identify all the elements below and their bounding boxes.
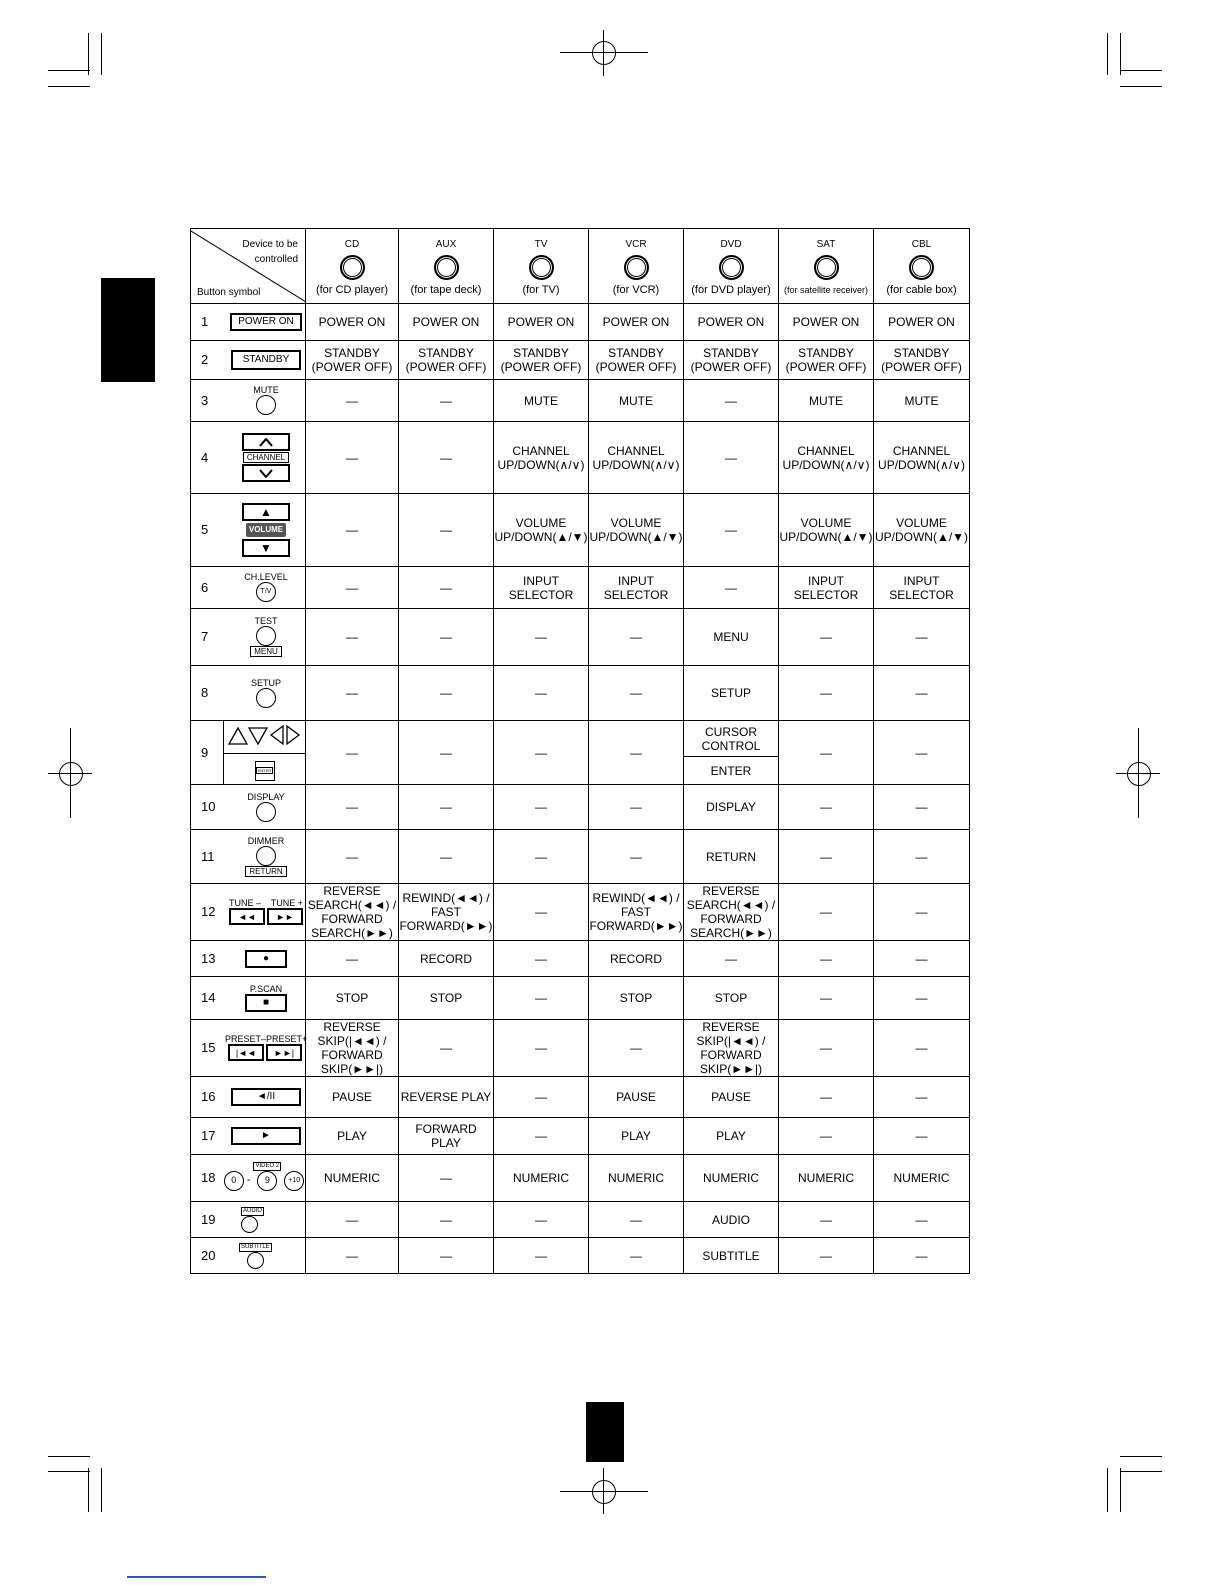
tune-minus-label: TUNE –	[229, 898, 262, 908]
table-row	[191, 304, 970, 341]
numeric-nine-icon: 9	[257, 1171, 277, 1191]
function-cell: —	[874, 785, 970, 830]
function-cell: —	[874, 884, 970, 941]
function-cell: —	[306, 422, 399, 494]
function-cell: AUDIO	[684, 1202, 779, 1238]
table-row	[191, 1077, 970, 1118]
function-cell: —	[779, 1238, 874, 1274]
function-cell: CHANNEL UP/DOWN(∧/∨)	[494, 422, 589, 494]
function-cell: —	[399, 1155, 494, 1202]
crop-mark	[48, 70, 90, 71]
function-cell: MUTE	[494, 380, 589, 422]
device-sub: (for cable box)	[886, 283, 957, 296]
function-cell: MUTE	[589, 380, 684, 422]
range-dash: -	[246, 1173, 251, 1186]
function-cell: —	[399, 609, 494, 666]
function-cell: —	[779, 941, 874, 977]
device-sub: (for VCR)	[612, 283, 660, 296]
device-sub: (for satellite receiver)	[783, 284, 869, 295]
device-header-cbl	[874, 229, 970, 304]
device-sub: (for DVD player)	[691, 283, 771, 296]
crop-mark	[1107, 1468, 1108, 1512]
function-cell: RECORD	[399, 941, 494, 977]
function-cell: POWER ON	[684, 304, 779, 341]
crop-mark	[70, 728, 71, 818]
record-icon: ●	[245, 950, 287, 968]
vcr-button-icon[interactable]	[624, 255, 649, 280]
function-cell: —	[874, 1077, 970, 1118]
function-cell: —	[399, 1238, 494, 1274]
function-cell: REVERSE PLAY	[399, 1077, 494, 1118]
function-cell: STANDBY (POWER OFF)	[874, 341, 970, 380]
subtitle-button-icon	[247, 1252, 264, 1269]
function-cell: —	[494, 1238, 589, 1274]
table-row	[191, 941, 970, 977]
crop-mark	[1107, 33, 1108, 75]
device-sub: (for tape deck)	[410, 283, 482, 296]
table-row	[191, 422, 970, 494]
header-row	[191, 229, 970, 304]
function-cell: —	[494, 830, 589, 884]
crop-mark	[1120, 1468, 1121, 1512]
volume-label: VOLUME	[246, 523, 286, 537]
row-number: 13	[201, 950, 216, 966]
function-cell: —	[306, 941, 399, 977]
function-cell: PLAY	[589, 1118, 684, 1155]
remote-control-table	[190, 228, 970, 1274]
function-cell: —	[589, 785, 684, 830]
enter-button-icon	[255, 761, 275, 781]
row-number: 4	[201, 449, 209, 465]
footer-link-underline	[127, 1576, 266, 1578]
function-cell: NUMERIC	[494, 1155, 589, 1202]
function-cell: —	[306, 567, 399, 609]
device-sub: (for TV)	[522, 283, 560, 296]
device-label: Device to be controlled	[242, 239, 298, 265]
function-cell: REVERSE SEARCH(◄◄) / FORWARD SEARCH(►►)	[684, 884, 779, 941]
function-cell: —	[494, 884, 589, 941]
row-number: 2	[201, 352, 209, 367]
cursor-control-text: CURSOR CONTROL	[684, 721, 778, 757]
function-cell: —	[494, 609, 589, 666]
tv-button-icon[interactable]	[529, 255, 554, 280]
device-header-vcr	[589, 229, 684, 304]
function-cell: —	[874, 830, 970, 884]
function-cell: —	[399, 422, 494, 494]
function-cell: MENU	[684, 609, 779, 666]
sat-button-icon[interactable]	[814, 255, 839, 280]
tune-plus-label: TUNE +	[270, 898, 303, 908]
table-row	[191, 1118, 970, 1155]
row-number: 7	[201, 629, 209, 644]
function-cell: —	[589, 1238, 684, 1274]
function-cell: —	[589, 666, 684, 721]
row-number: 1	[201, 314, 209, 329]
function-cell: VOLUME UP/DOWN(▲/▼)	[874, 494, 970, 567]
test-label: TEST	[254, 616, 278, 626]
audio-label: AUDIO	[243, 1207, 263, 1214]
function-cell: RETURN	[684, 830, 779, 884]
function-cell: —	[874, 1118, 970, 1155]
function-cell: —	[589, 1202, 684, 1238]
function-cell: —	[494, 721, 589, 785]
crop-mark	[1120, 33, 1121, 75]
crop-mark	[1120, 86, 1162, 87]
numeric-zero-icon: 0	[224, 1171, 244, 1191]
table-row	[191, 609, 970, 666]
function-cell: NUMERIC	[874, 1155, 970, 1202]
fast-forward-icon: ►►	[267, 908, 303, 925]
chevron-down-icon	[242, 464, 290, 482]
device-name: SAT	[816, 238, 836, 250]
device-header-sat	[779, 229, 874, 304]
function-cell: DISPLAY	[684, 785, 779, 830]
function-cell: —	[399, 1020, 494, 1077]
tv-button-icon: T/V	[256, 582, 276, 602]
function-cell: —	[494, 1118, 589, 1155]
function-cell: STOP	[306, 977, 399, 1020]
function-cell: —	[874, 1238, 970, 1274]
dvd-cursor-cell	[684, 721, 779, 785]
triangle-down-icon: ▼	[242, 539, 290, 557]
function-cell: —	[399, 830, 494, 884]
function-cell: POWER ON	[399, 304, 494, 341]
dvd-button-icon[interactable]	[719, 255, 744, 280]
cursor-arrows-icon	[227, 724, 303, 746]
aux-button-icon[interactable]	[434, 255, 459, 280]
row-number: 16	[201, 1089, 216, 1104]
function-cell: STANDBY (POWER OFF)	[779, 341, 874, 380]
function-cell: —	[306, 380, 399, 422]
function-cell: REVERSE SKIP(|◄◄) / FORWARD SKIP(►►|)	[306, 1020, 399, 1077]
row-number: 11	[201, 848, 215, 864]
display-label: DISPLAY	[247, 791, 285, 802]
subtitle-label: SUBTITLE	[241, 1243, 270, 1250]
function-cell: PLAY	[684, 1118, 779, 1155]
function-cell: —	[589, 721, 684, 785]
standby-button-icon: STANDBY	[231, 350, 302, 370]
row-number: 10	[201, 799, 216, 814]
cd-button-icon[interactable]	[340, 255, 365, 280]
row-number: 3	[201, 392, 209, 408]
function-cell: —	[684, 422, 779, 494]
row-number: 20	[201, 1247, 216, 1263]
function-cell: —	[306, 1238, 399, 1274]
table-row	[191, 341, 970, 380]
function-cell: NUMERIC	[589, 1155, 684, 1202]
row-number: 9	[201, 744, 209, 760]
function-cell: MUTE	[874, 380, 970, 422]
function-cell: POWER ON	[494, 304, 589, 341]
function-cell: —	[874, 941, 970, 977]
table-row	[191, 830, 970, 884]
function-cell: —	[779, 1202, 874, 1238]
function-cell: VOLUME UP/DOWN(▲/▼)	[494, 494, 589, 567]
menu-label: MENU	[250, 646, 282, 657]
function-cell: VOLUME UP/DOWN(▲/▼)	[589, 494, 684, 567]
function-cell: —	[306, 666, 399, 721]
crop-mark	[48, 1471, 90, 1472]
table-row	[191, 884, 970, 941]
function-cell: —	[779, 977, 874, 1020]
plus-ten-icon: +10	[284, 1171, 304, 1191]
enter-text: ENTER	[710, 763, 752, 778]
device-name: CD	[344, 238, 360, 250]
function-cell: NUMERIC	[306, 1155, 399, 1202]
function-cell: —	[399, 721, 494, 785]
function-cell: —	[874, 609, 970, 666]
crop-mark	[560, 1491, 648, 1492]
crop-mark	[48, 86, 90, 87]
audio-button-icon	[241, 1216, 258, 1233]
device-name: TV	[534, 238, 548, 250]
function-cell: FORWARD PLAY	[399, 1118, 494, 1155]
function-cell: —	[494, 666, 589, 721]
function-cell: NUMERIC	[684, 1155, 779, 1202]
power-on-button-icon: POWER ON	[230, 313, 302, 331]
function-cell: POWER ON	[589, 304, 684, 341]
function-cell: —	[399, 567, 494, 609]
play-icon: ►	[231, 1127, 301, 1145]
page-number-box	[586, 1402, 624, 1462]
registration-mark	[592, 1480, 616, 1504]
function-cell: —	[306, 721, 399, 785]
function-cell: SETUP	[684, 666, 779, 721]
enter-label: ENTER	[257, 767, 272, 773]
function-cell: —	[779, 609, 874, 666]
function-cell: CHANNEL UP/DOWN(∧/∨)	[874, 422, 970, 494]
row-number: 6	[201, 579, 209, 595]
function-cell: NUMERIC	[779, 1155, 874, 1202]
device-name: VCR	[625, 238, 647, 250]
function-cell: —	[779, 884, 874, 941]
function-cell: REWIND(◄◄) / FAST FORWARD(►►)	[589, 884, 684, 941]
crop-mark	[1120, 1456, 1162, 1457]
triangle-up-icon: ▲	[242, 503, 290, 521]
function-cell: —	[494, 1202, 589, 1238]
function-cell: —	[779, 785, 874, 830]
function-cell: INPUT SELECTOR	[494, 567, 589, 609]
display-button-icon	[256, 802, 276, 822]
device-name: CBL	[911, 238, 932, 250]
function-cell: STOP	[589, 977, 684, 1020]
function-cell: STANDBY (POWER OFF)	[684, 341, 779, 380]
video2-label: VIDEO 2	[255, 1162, 280, 1169]
function-cell: —	[399, 666, 494, 721]
rewind-icon: ◄◄	[229, 908, 265, 925]
function-cell: POWER ON	[779, 304, 874, 341]
function-cell: CHANNEL UP/DOWN(∧/∨)	[779, 422, 874, 494]
function-cell: —	[874, 1020, 970, 1077]
crop-mark	[560, 52, 648, 53]
table-row	[191, 380, 970, 422]
function-cell: STOP	[684, 977, 779, 1020]
table-row	[191, 785, 970, 830]
function-cell: POWER ON	[874, 304, 970, 341]
function-cell: —	[779, 1118, 874, 1155]
section-tab	[101, 278, 155, 382]
row-number: 17	[201, 1128, 216, 1143]
crop-mark	[101, 33, 102, 75]
function-cell: —	[779, 666, 874, 721]
function-cell: —	[779, 1020, 874, 1077]
crop-mark	[48, 1456, 90, 1457]
function-cell: REVERSE SEARCH(◄◄) / FORWARD SEARCH(►►)	[306, 884, 399, 941]
skip-back-icon: |◄◄	[228, 1044, 264, 1061]
row-number: 12	[201, 904, 216, 919]
table-row	[191, 1155, 970, 1202]
dimmer-button-icon	[256, 846, 276, 866]
function-cell: —	[306, 830, 399, 884]
function-cell: INPUT SELECTOR	[589, 567, 684, 609]
function-cell: —	[306, 609, 399, 666]
crop-mark	[1120, 1471, 1162, 1472]
device-header-tv	[494, 229, 589, 304]
function-cell: RECORD	[589, 941, 684, 977]
function-cell: REVERSE SKIP(|◄◄) / FORWARD SKIP(►►|)	[684, 1020, 779, 1077]
device-name: AUX	[435, 238, 457, 250]
return-label: RETURN	[245, 866, 286, 877]
function-cell: —	[494, 941, 589, 977]
function-cell: PAUSE	[684, 1077, 779, 1118]
function-cell: —	[399, 1202, 494, 1238]
device-header-dvd	[684, 229, 779, 304]
pause-icon: ◄/II	[231, 1088, 301, 1106]
row-number: 15	[201, 1040, 216, 1055]
function-cell: CHANNEL UP/DOWN(∧/∨)	[589, 422, 684, 494]
crop-mark	[603, 30, 604, 76]
function-cell: INPUT SELECTOR	[874, 567, 970, 609]
function-cell: STANDBY (POWER OFF)	[306, 341, 399, 380]
function-cell: STANDBY (POWER OFF)	[494, 341, 589, 380]
mute-button-icon	[256, 395, 276, 415]
corner-header	[191, 229, 306, 304]
function-cell: —	[494, 785, 589, 830]
function-cell: —	[306, 1202, 399, 1238]
row-number: 8	[201, 685, 209, 700]
row-number: 18	[201, 1170, 216, 1185]
device-header-aux	[399, 229, 494, 304]
skip-forward-icon: ►►|	[266, 1044, 302, 1061]
device-header-cd	[306, 229, 399, 304]
stop-icon: ■	[245, 994, 287, 1012]
function-cell: —	[779, 830, 874, 884]
table-row	[191, 1020, 970, 1077]
function-cell: STOP	[399, 977, 494, 1020]
channel-label: CHANNEL	[243, 452, 289, 463]
row-number: 19	[201, 1211, 216, 1227]
function-cell: —	[684, 567, 779, 609]
function-cell: —	[494, 1020, 589, 1077]
function-cell: STANDBY (POWER OFF)	[399, 341, 494, 380]
setup-label: SETUP	[250, 677, 281, 688]
function-cell: —	[684, 380, 779, 422]
device-name: DVD	[720, 238, 742, 250]
function-cell: —	[306, 494, 399, 567]
table-row	[191, 567, 970, 609]
registration-mark	[1127, 762, 1151, 786]
function-cell: PAUSE	[306, 1077, 399, 1118]
function-cell: REWIND(◄◄) / FAST FORWARD(►►)	[399, 884, 494, 941]
function-cell: —	[874, 977, 970, 1020]
function-cell: —	[306, 785, 399, 830]
preset-minus-label: PRESET–	[225, 1034, 267, 1044]
table-row	[191, 977, 970, 1020]
crop-mark	[88, 33, 89, 75]
function-cell: —	[684, 494, 779, 567]
function-cell: —	[589, 830, 684, 884]
preset-plus-label: PRESET+	[266, 1034, 308, 1044]
function-cell: POWER ON	[306, 304, 399, 341]
table-row	[191, 494, 970, 567]
function-cell: —	[874, 666, 970, 721]
crop-mark	[101, 1468, 102, 1512]
row-number: 5	[201, 522, 209, 537]
crop-mark	[603, 1468, 604, 1514]
table-row	[191, 721, 970, 785]
cbl-button-icon[interactable]	[909, 255, 934, 280]
row-number: 14	[201, 990, 216, 1005]
mute-label: MUTE	[253, 385, 279, 395]
function-cell: PLAY	[306, 1118, 399, 1155]
crop-mark	[1120, 70, 1162, 71]
function-cell: —	[684, 941, 779, 977]
table-row	[191, 1202, 970, 1238]
function-cell: —	[779, 721, 874, 785]
setup-button-icon	[256, 688, 276, 708]
registration-mark	[59, 762, 83, 786]
function-cell: MUTE	[779, 380, 874, 422]
ch-level-label: CH.LEVEL	[244, 572, 288, 582]
function-cell: —	[874, 721, 970, 785]
function-cell: —	[494, 1077, 589, 1118]
function-cell: —	[399, 380, 494, 422]
function-cell: —	[589, 609, 684, 666]
function-cell: INPUT SELECTOR	[779, 567, 874, 609]
function-cell: SUBTITLE	[684, 1238, 779, 1274]
function-cell: —	[874, 1202, 970, 1238]
button-symbol-label: Button symbol	[197, 287, 261, 298]
function-cell: —	[494, 977, 589, 1020]
dimmer-label: DIMMER	[247, 835, 285, 846]
function-cell: VOLUME UP/DOWN(▲/▼)	[779, 494, 874, 567]
chevron-up-icon	[242, 433, 290, 451]
crop-mark	[88, 1468, 89, 1512]
function-cell: —	[779, 1077, 874, 1118]
function-cell: —	[589, 1020, 684, 1077]
table-row	[191, 1238, 970, 1274]
function-cell: —	[399, 785, 494, 830]
p-scan-label: P.SCAN	[249, 983, 283, 994]
function-cell: STANDBY (POWER OFF)	[589, 341, 684, 380]
function-cell: —	[399, 494, 494, 567]
function-cell: PAUSE	[589, 1077, 684, 1118]
device-sub: (for CD player)	[315, 283, 389, 296]
test-button-icon	[256, 626, 276, 646]
table-row	[191, 666, 970, 721]
registration-mark	[592, 41, 616, 65]
crop-mark	[1138, 728, 1139, 818]
